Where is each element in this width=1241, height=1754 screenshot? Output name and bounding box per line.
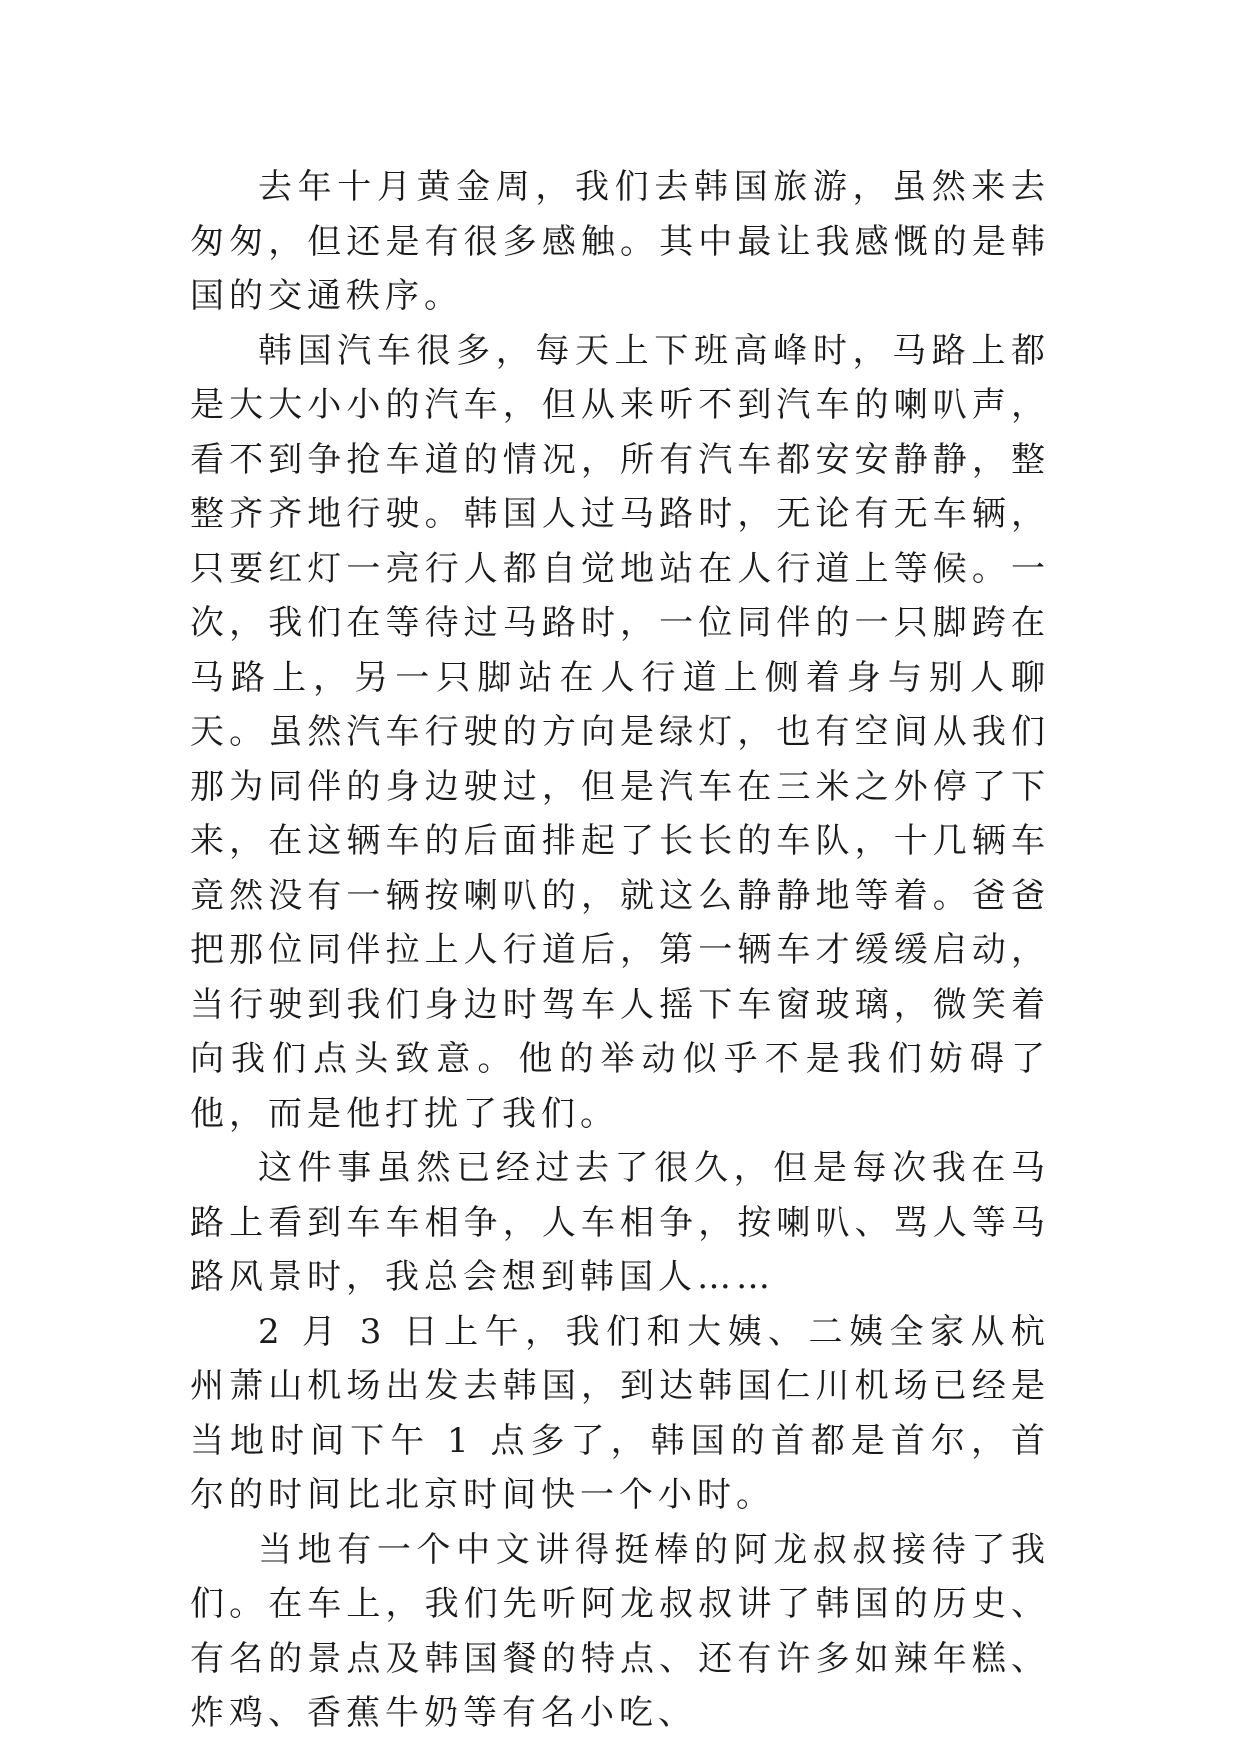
document-body [190,160,1050,1741]
paragraph-1: 去年十月黄金周，我们去韩国旅游，虽然来去匆匆，但还是有很多感触。其中最让我感慨的是韩国的交通秩序。 [190,167,1050,316]
paragraph-5: 当地有一个中文讲得挺棒的阿龙叔叔接待了我们。在车上，我们先听阿龙叔叔讲了韩国的历史、有名的景点及韩国餐的特点、还有许多如辣年糕、炸鸡、香蕉牛奶等有名小吃、 [190,1529,1050,1733]
paragraph-3: 这件事虽然已经过去了很久，但是每次我在马路上看到车车相争，人车相争，按喇叭、骂人等马路风景时，我总会想到韩国人…… [190,1148,1050,1297]
paragraph-2: 韩国汽车很多，每天上下班高峰时，马路上都是大大小小的汽车，但从来听不到汽车的喇叭声，看不到争抢车道的情况，所有汽车都安安静静，整整齐齐地行驶。韩国人过马路时，无论有无车辆，只要红灯一亮行人都自觉地站在人行道上等候。一次，我们在等待过马路时，一位同伴的一只脚跨在马路上，另一只脚站在人行道上侧着身与别人聊天。虽然汽车行驶的方向是绿灯，也有空间从我们那为同伴的身边驶过，但是汽车在三米之外停了下来，在这辆车的后面排起了长长的车队，十几辆车竟然没有一辆按喇叭的，就这么静静地等着。爸爸把那位同伴拉上人行道后，第一辆车才缓缓启动，当行驶到我们身边时驾车人摇下车窗玻璃，微笑着向我们点头致意。他的举动似乎不是我们妨碍了他，而是他打扰了我们。 [190,330,1050,1134]
paragraph-4: 2 月 3 日上午，我们和大姨、二姨全家从杭州萧山机场出发去韩国，到达韩国仁川机场已经是当地时间下午 1 点多了，韩国的首都是首尔，首尔的时间比北京时间快一个小时。 [190,1311,1050,1515]
